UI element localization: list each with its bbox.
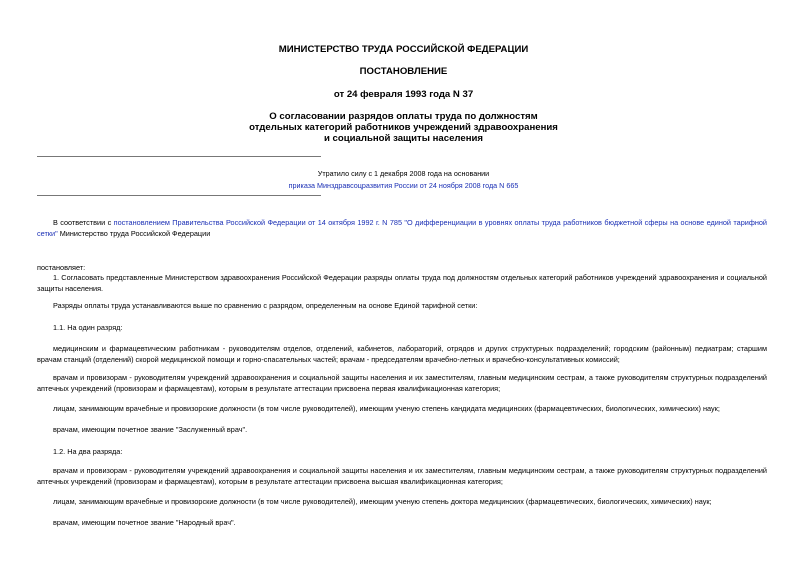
document-date-number: от 24 февраля 1993 года N 37 [333,89,474,100]
document-title-line-3: и социальной защиты населения [323,133,484,144]
lost-force-line [0,180,807,191]
intro-suffix: Министерство труда Российской Федерации [57,229,211,239]
paragraph-highest-category: врачам и провизорам - руководителям учреждений здравоохранения и социальной защиты населения и их заместителям, главным медицинским сестрам, а также руководителям структурных подразделений аптечных учреждений (провизорам и фармацевтам), которым в результате аттестации присвоена высшая квалификационная категория; [37,466,767,487]
intro-prefix: В соответствии с [53,218,114,227]
paragraph-2: Разряды оплаты труда устанавливаются выше по сравнению с разрядом, определенным на основе Единой тарифной сетки: [53,301,478,310]
section-1-1: 1.1. На один разряд: [53,323,123,332]
paragraph-1: 1. Согласовать представленные Министерством здравоохранения Российской Федерации разряды оплаты труда под должностям отдельных категорий работников учреждений здравоохранения и социальной защиты населения. [37,273,767,294]
decree-word: постановляет: [37,263,86,272]
intro-paragraph [37,217,767,240]
section-1-2: 1.2. На два разряда: [53,447,123,456]
divider-bottom [37,195,321,196]
paragraph-honored-doctor: врачам, имеющим почетное звание "Заслуженный врач". [53,425,248,434]
document-type: ПОСТАНОВЛЕНИЕ [359,66,448,77]
document-title-line-1: О согласовании разрядов оплаты труда по должностям [269,111,538,122]
ministry-heading: МИНИСТЕРСТВО ТРУДА РОССИЙСКОЙ ФЕДЕРАЦИИ [278,44,529,55]
paragraph-candidate-degree: лицам, занимающим врачебные и провизорские должности (в том числе руководителей), имеющим ученую степень кандидата медицинских (фармацевтических, биологических, химических) наук; [53,404,720,413]
document-title-line-2: отдельных категорий работников учреждений здравоохранения [249,122,558,133]
paragraph-people-doctor: врачам, имеющим почетное звание "Народный врач". [53,518,236,527]
government-decree-link[interactable]: постановлением Правительства Российской Федерации от 14 октября 1992 г. N 785 "О дифференциации в уровнях оплаты труда работников бюджетной сферы на основе единой тарифной сетки" [37,218,768,239]
paragraph-medical-heads: медицинским и фармацевтическим работникам - руководителям отделов, отделений, кабинетов, лабораторий, отрядов и других структурных подразделений; городским (районным) педиатрам; старшим врачам станций (отделений) скорой медицинской помощи и горно-спасательных частей; врачам - председателям врачебно-летных и врачебно-консультативных комиссий; [37,344,767,365]
lost-force-note: Утратило силу с 1 декабря 2008 года на основании [317,169,490,178]
paragraph-first-category: врачам и провизорам - руководителям учреждений здравоохранения и социальной защиты населения и их заместителям, главным медицинским сестрам, а также руководителям структурных подразделений аптечных учреждений (провизорам и фармацевтам), которым в результате аттестации присвоена первая квалификационная категория; [37,373,767,394]
divider-top [37,156,321,157]
lost-force-link[interactable]: приказа Минздравсоцразвития России от 24 ноября 2008 года N 665 [288,181,519,190]
paragraph-doctor-degree: лицам, занимающим врачебные и провизорские должности (в том числе руководителей), имеющим ученую степень доктора медицинских (фармацевтических, биологических, химических) наук; [53,497,712,506]
